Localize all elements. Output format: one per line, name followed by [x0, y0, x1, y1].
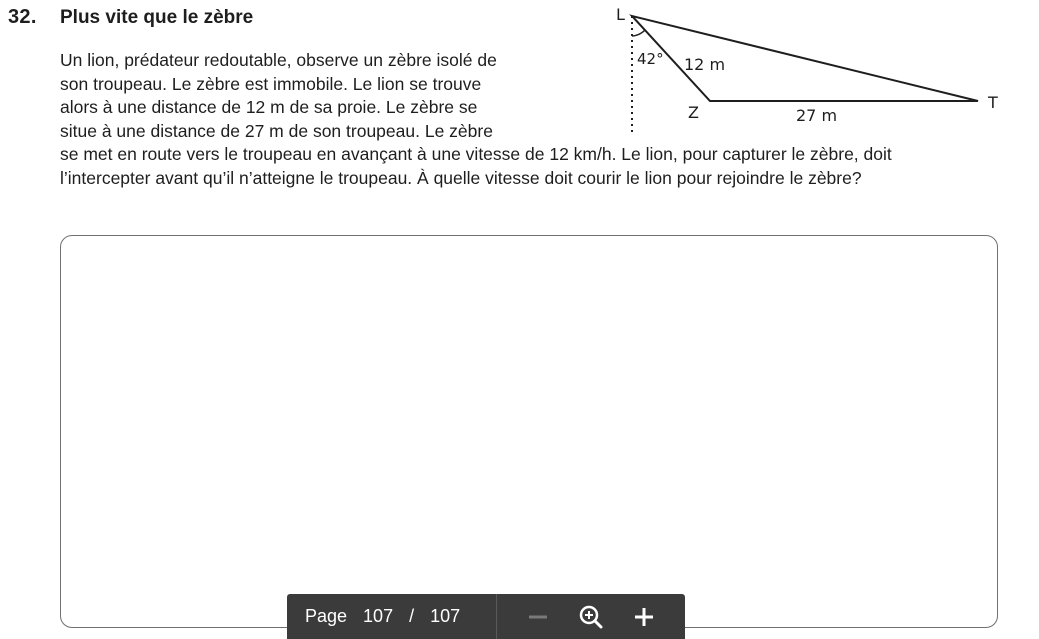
current-page[interactable]: 107 — [363, 606, 394, 626]
zoom-out-button[interactable] — [523, 602, 553, 632]
total-pages: 107 — [430, 606, 461, 626]
text-line: Un lion, prédateur redoutable, observe un zèbre isolé de — [60, 50, 497, 70]
text-line: l’intercepter avant qu’il n’atteigne le troupeau. À quelle vitesse doit courir le lion pour rejoindre le zèbre? — [60, 167, 862, 188]
zoom-controls — [497, 594, 685, 639]
text-line: alors à une distance de 12 m de sa proie. Le zèbre se — [60, 97, 478, 117]
text-line: se met en route vers le troupeau en avançant à une vitesse de 12 km/h. Le lion, pour capturer le zèbre, doit — [60, 144, 892, 164]
problem-title: Plus vite que le zèbre — [60, 7, 254, 28]
triangle-figure — [600, 0, 1020, 135]
zoom-button[interactable] — [576, 602, 606, 632]
page-viewer-toolbar — [287, 594, 685, 639]
page-indicator — [287, 594, 497, 639]
problem-text-narrow — [60, 49, 600, 143]
text-line: son troupeau. Le zèbre est immobile. Le lion se trouve — [60, 73, 482, 94]
page-word: Page — [305, 606, 348, 626]
minus-icon — [527, 606, 549, 628]
zoom-in-button[interactable] — [629, 602, 659, 632]
plus-icon — [633, 606, 655, 628]
answer-box[interactable] — [60, 235, 998, 628]
label-T: T — [988, 93, 998, 112]
magnifier-icon — [578, 604, 604, 630]
page-separator: / — [409, 606, 415, 626]
label-L: L — [616, 5, 625, 24]
text-line: situe à une distance de 27 m de son troupeau. Le zèbre — [60, 120, 493, 141]
side-label-ZT: 27 m — [796, 106, 838, 125]
label-Z: Z — [688, 103, 699, 122]
side-label-LZ: 12 m — [684, 55, 726, 74]
angle-arc — [632, 30, 645, 36]
angle-label: 42° — [637, 50, 664, 68]
problem-number: 32. — [8, 6, 37, 28]
problem-text-wide — [60, 143, 1020, 190]
